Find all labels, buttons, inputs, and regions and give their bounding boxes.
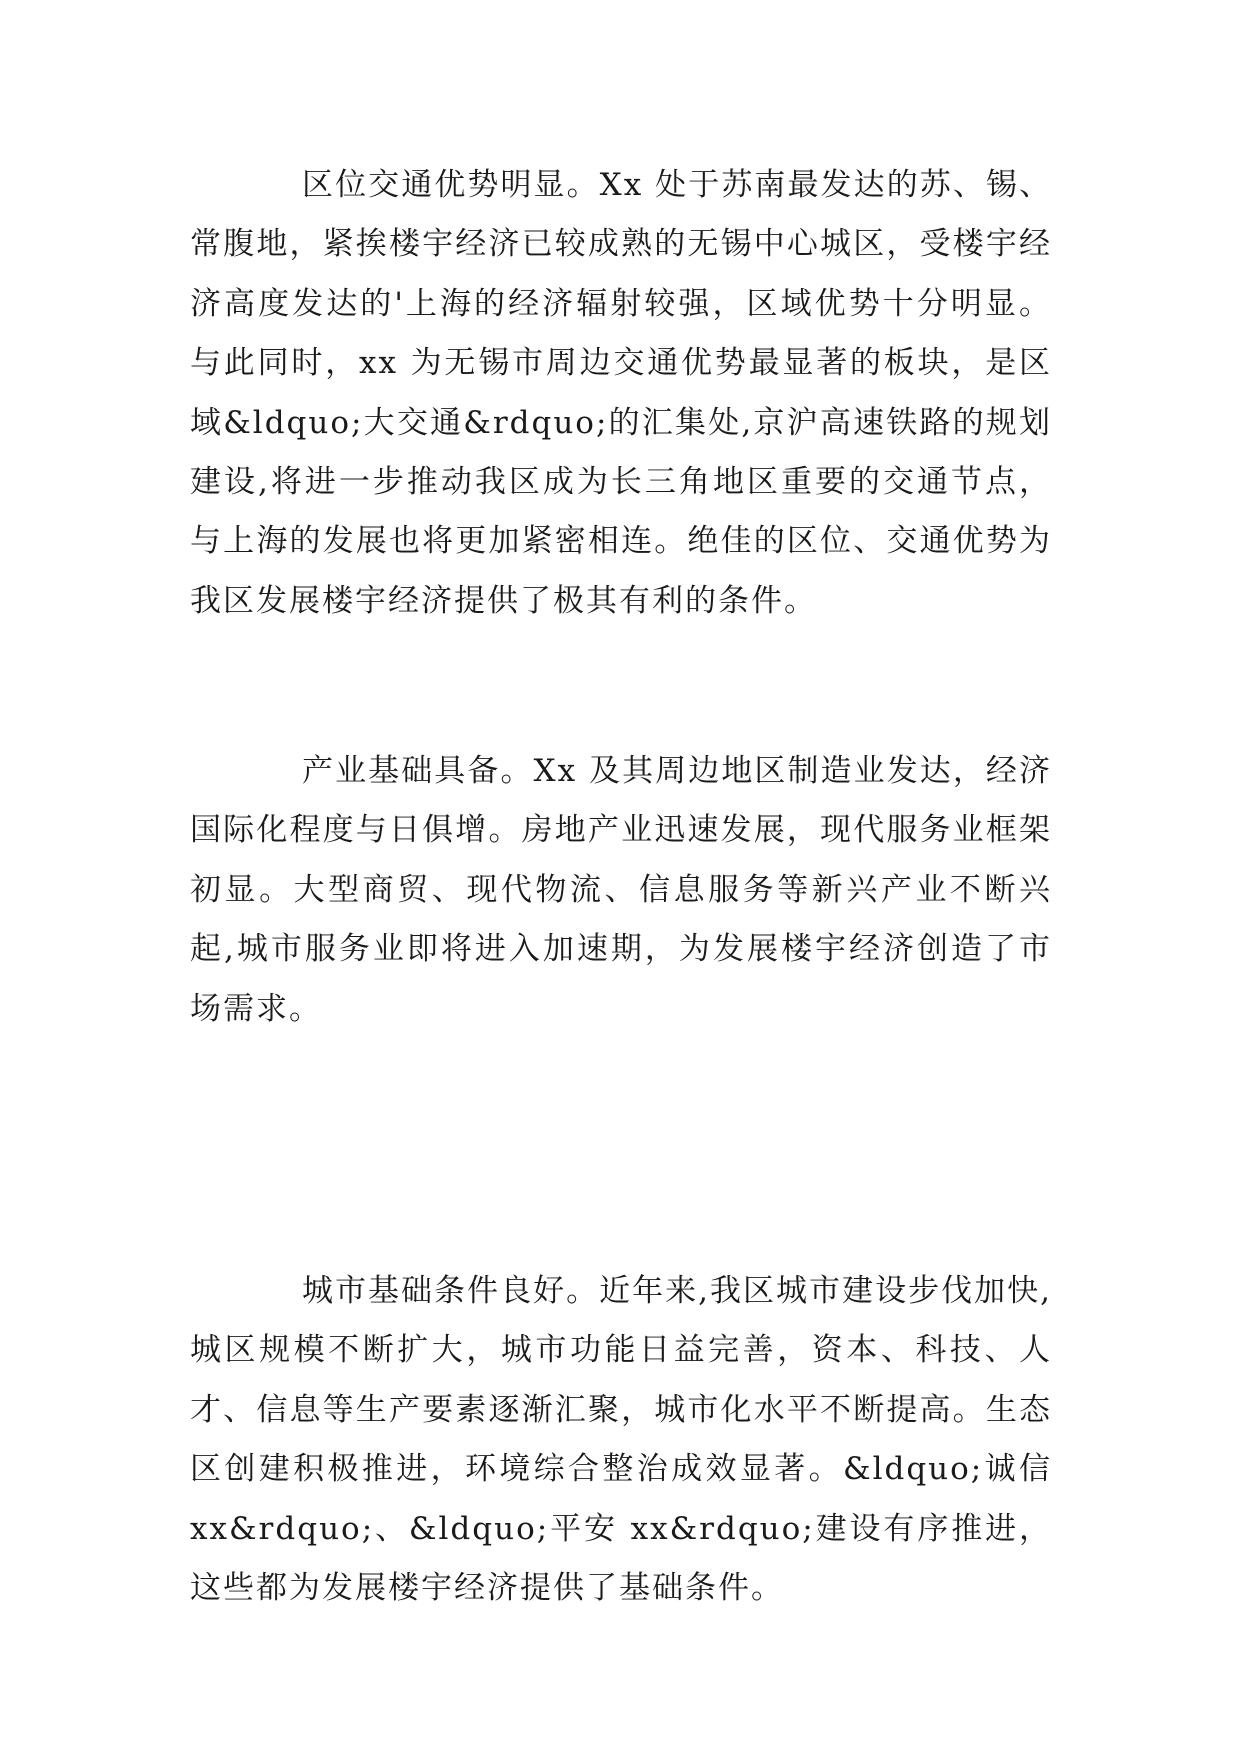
- paragraph-urban-conditions: 城市基础条件良好。近年来,我区城市建设步伐加快,城区规模不断扩大，城市功能日益完善，资本、科技、人才、信息等生产要素逐渐汇聚，城市化水平不断提高。生态区创建积极推进，环境综合整治成效显著。&ldquo;诚信 xx&rdquo;、&ldquo;平安 xx&rdquo;建设有序推进，这些都为发展楼宇经济提供了基础条件。: [190, 1273, 1052, 1607]
- paragraph-industry-base: 产业基础具备。Xx 及其周边地区制造业发达，经济国际化程度与日俱增。房地产业迅速发展，现代服务业框架初显。大型商贸、现代物流、信息服务等新兴产业不断兴起,城市服务业即将进入加速期，为发展楼宇经济创造了市场需求。: [190, 753, 1052, 1027]
- paragraph-location-transport: 区位交通优势明显。Xx 处于苏南最发达的苏、锡、常腹地，紧挨楼宇经济已较成熟的无锡中心城区，受楼宇经济高度发达的'上海的经济辐射较强，区域优势十分明显。与此同时，xx 为无锡市周边交通优势最显著的板块，是区域&ldquo;大交通&rdquo;的汇集处,京沪高速铁路的规划建设,将进一步推动我区成为长三角地区重要的交通节点，与上海的发展也将更加紧密相连。绝佳的区位、交通优势为我区发展楼宇经济提供了极其有利的条件。: [190, 167, 1052, 619]
